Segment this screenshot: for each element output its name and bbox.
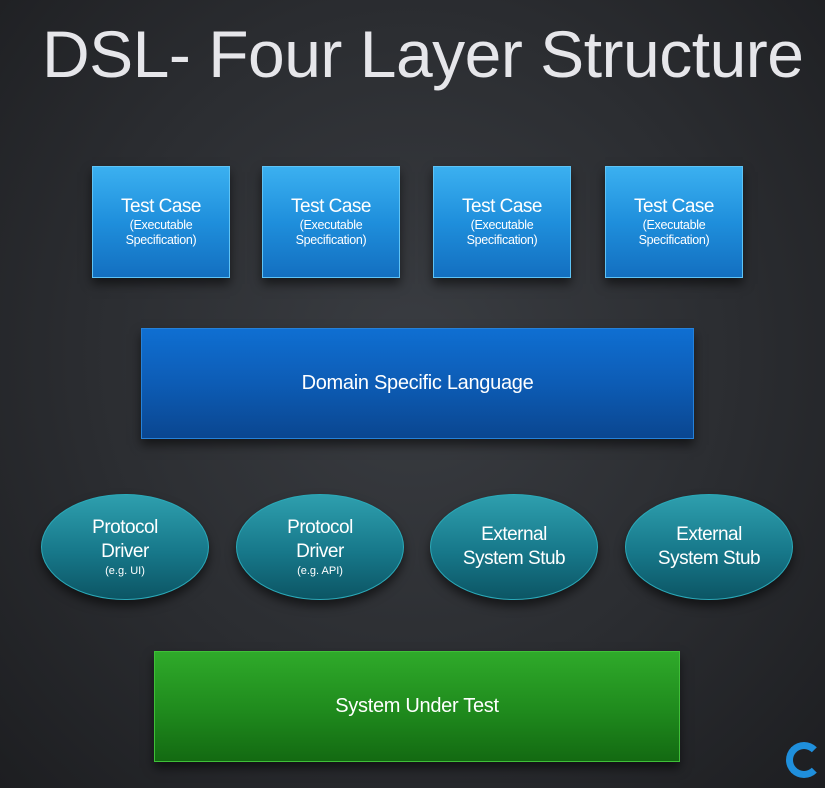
dsl-layer-box (141, 328, 694, 439)
test-case-label: Test Case (291, 196, 371, 217)
test-case-label: Test Case (462, 196, 542, 217)
test-case-box (433, 166, 571, 278)
driver-label-line1: Protocol (92, 517, 158, 538)
sut-layer-label: System Under Test (335, 695, 499, 717)
test-case-sublabel: Specification) (125, 233, 197, 247)
protocol-driver-ellipse (236, 494, 404, 600)
driver-label-line2: Driver (296, 541, 344, 562)
stub-label-line1: External (676, 524, 742, 545)
driver-label-line2: Driver (101, 541, 149, 562)
stub-label-line2: System Stub (657, 548, 761, 569)
stub-label-line2: System Stub (462, 548, 566, 569)
driver-label-line1: Protocol (287, 517, 353, 538)
test-case-label: Test Case (121, 196, 201, 217)
test-case-sublabel: Specification) (638, 233, 710, 247)
external-stub-ellipse (430, 494, 598, 600)
test-case-label: Test Case (634, 196, 714, 217)
test-case-sublabel: (Executable (470, 218, 534, 232)
corner-logo-icon (786, 742, 822, 778)
dsl-layer-label: Domain Specific Language (301, 372, 534, 394)
test-case-box (262, 166, 400, 278)
sut-layer-box (154, 651, 680, 762)
test-case-sublabel: Specification) (295, 233, 367, 247)
test-case-box (605, 166, 743, 278)
test-case-sublabel: (Executable (299, 218, 363, 232)
protocol-driver-ellipse (41, 494, 209, 600)
external-stub-ellipse (625, 494, 793, 600)
driver-note: (e.g. UI) (105, 565, 145, 577)
driver-note: (e.g. API) (297, 565, 343, 577)
stub-label-line1: External (481, 524, 547, 545)
slide-title: DSL- Four Layer Structure (42, 17, 804, 91)
test-case-sublabel: (Executable (642, 218, 706, 232)
test-case-box (92, 166, 230, 278)
test-case-sublabel: Specification) (466, 233, 538, 247)
test-case-sublabel: (Executable (129, 218, 193, 232)
